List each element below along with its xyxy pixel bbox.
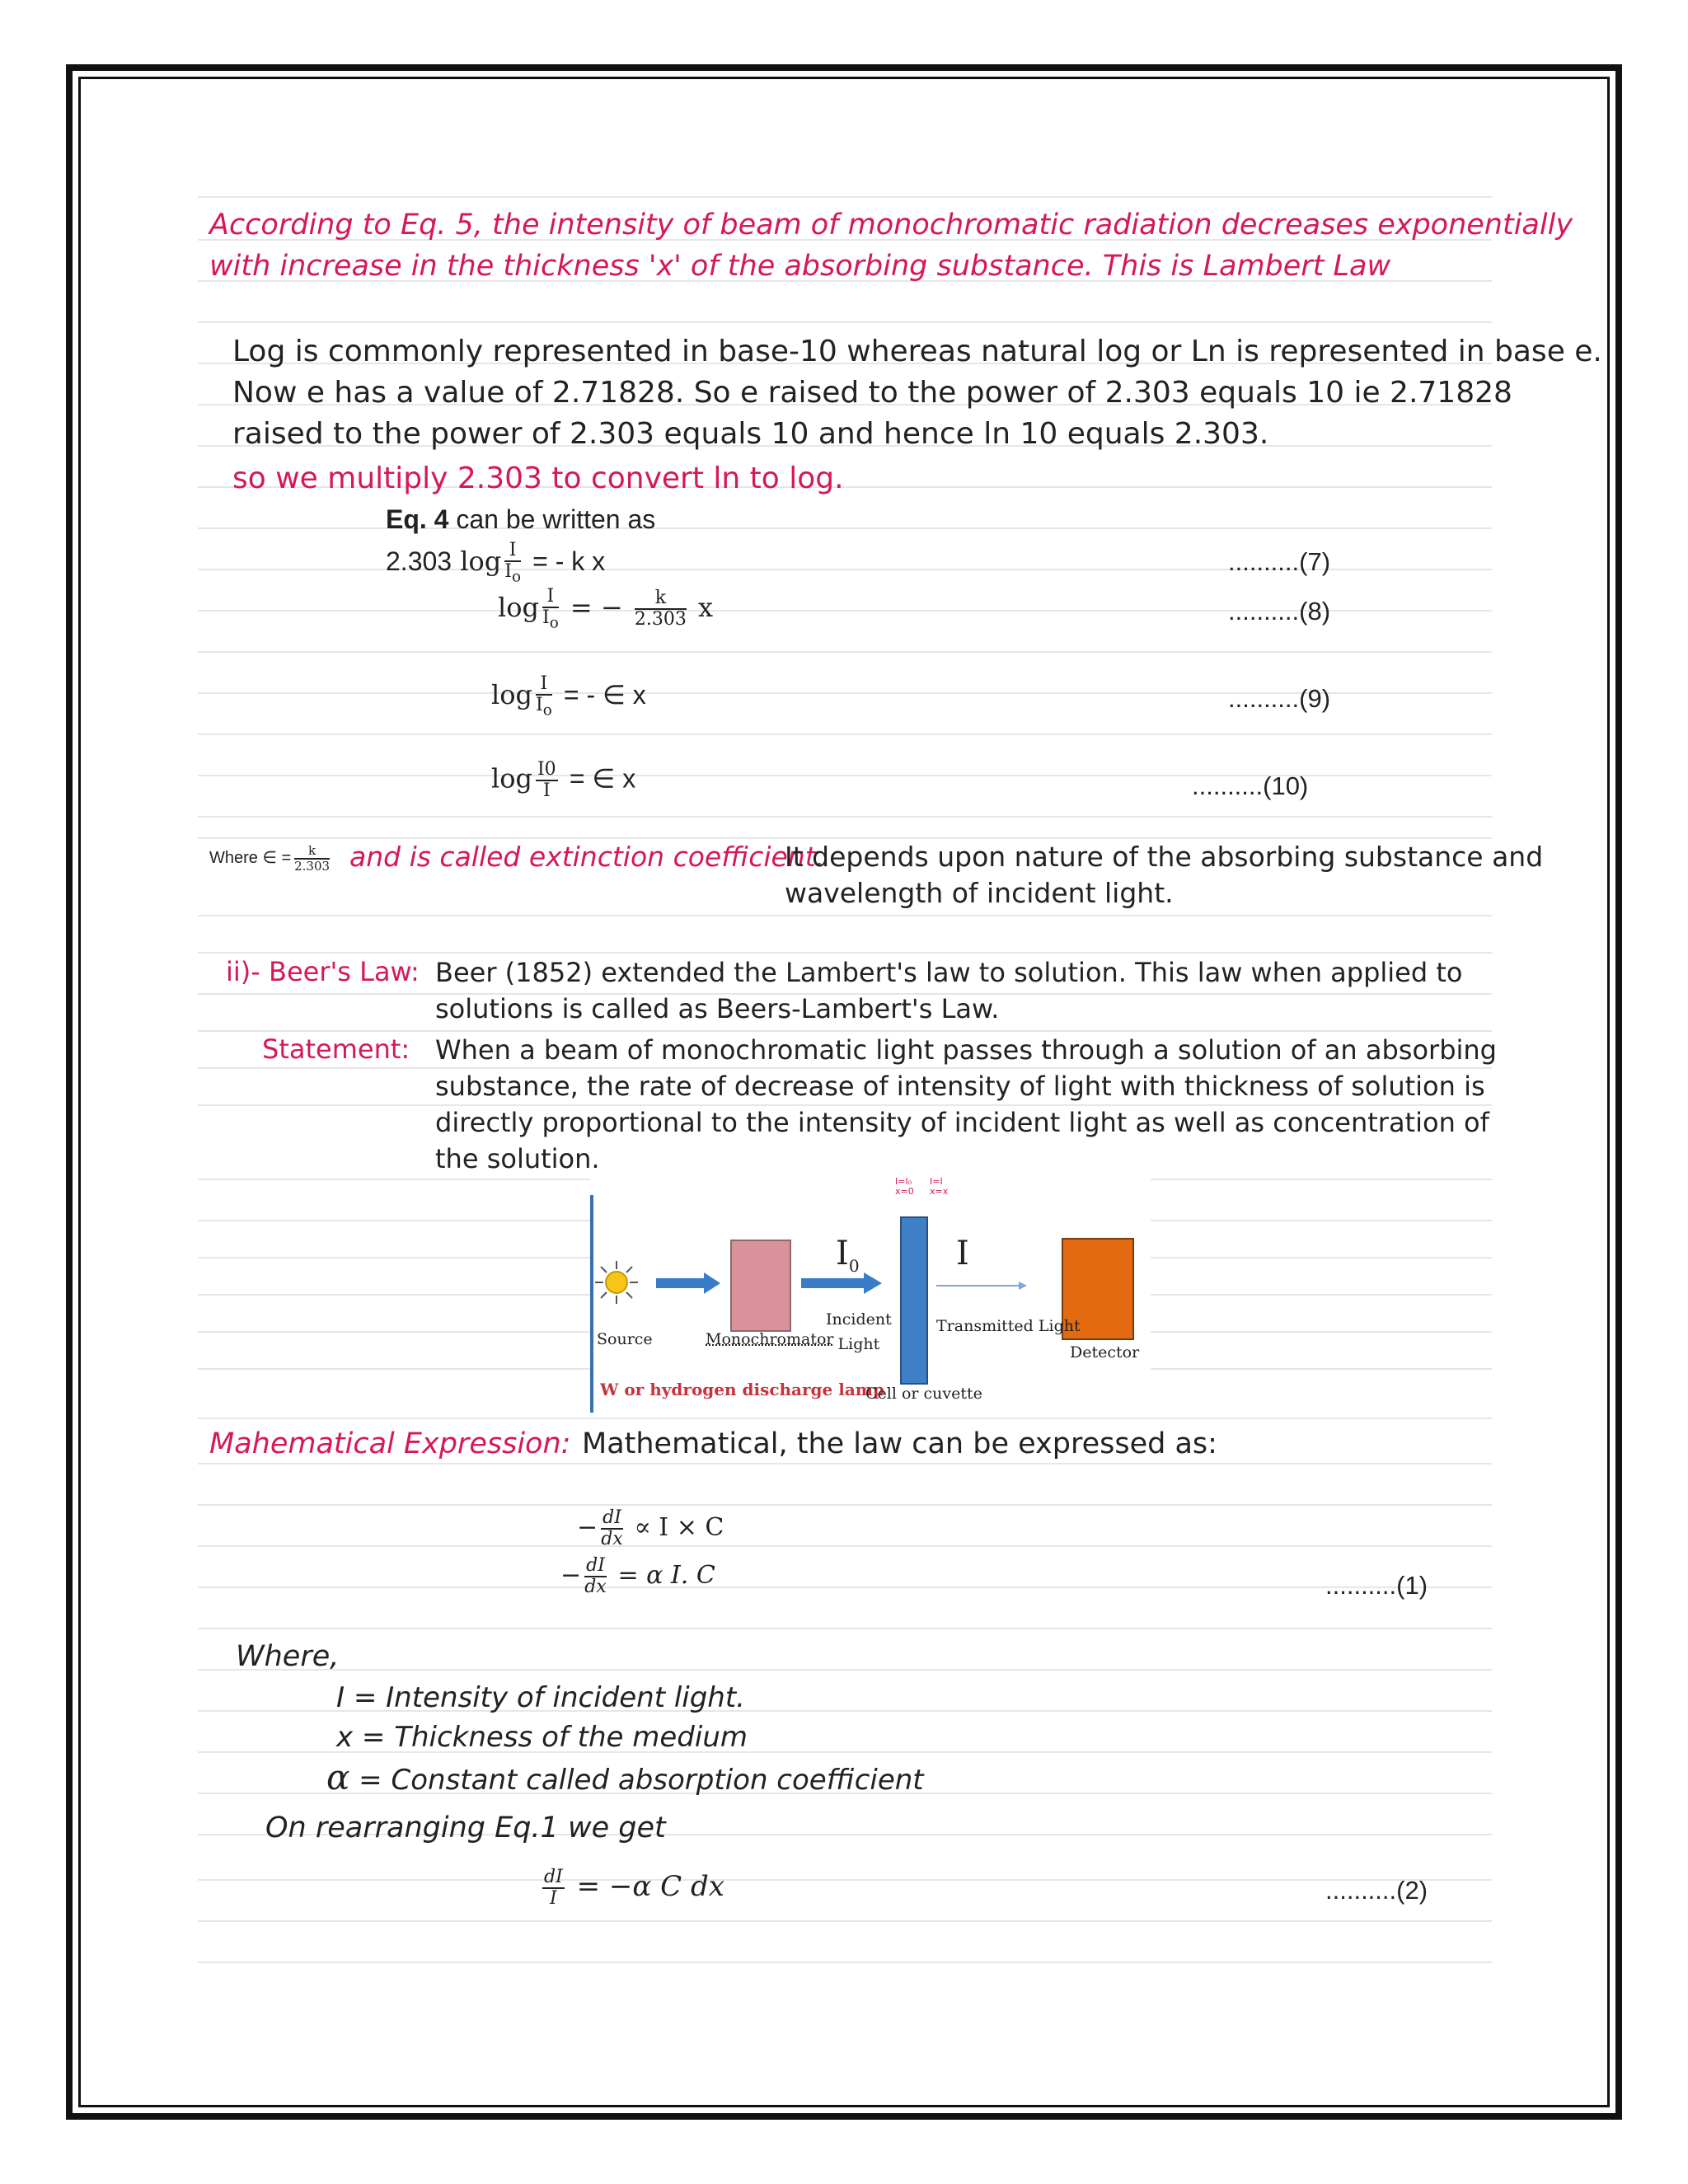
math-expression-label: Mahematical Expression: (209, 1427, 571, 1460)
intro-line-1: According to Eq. 5, the intensity of beam of monochromatic radiation decreases exponentially (209, 209, 1573, 241)
equation-1-number: ..........(1) (1325, 1571, 1428, 1600)
monochromator-label: Monochromator (706, 1330, 834, 1348)
math-expression-text: Mathematical, the law can be expressed as: (582, 1427, 1217, 1460)
extinction-depends-2: wavelength of incident light. (785, 877, 1174, 909)
source-label: Source (597, 1330, 653, 1348)
equation-10: log $\frac{I0}{I}$ = ∈ x (491, 759, 636, 802)
equation-7-number: ..........(7) (1228, 547, 1331, 576)
statement-line-2: substance, the rate of decrease of intensity of light with thickness of solution is (435, 1071, 1485, 1102)
where-alpha: α = Constant called absorption coefficient (326, 1757, 924, 1797)
extinction-depends-1: It depends upon nature of the absorbing substance and (785, 841, 1544, 873)
detector-label: Detector (1070, 1343, 1140, 1361)
equation-1: − $\frac{dI}{dx}$ = α I. C (560, 1555, 715, 1598)
equation-2-number: ..........(2) (1325, 1876, 1428, 1905)
equation-10-number: ..........(10) (1192, 771, 1309, 800)
i-label: I (956, 1235, 969, 1272)
sun-icon (593, 1259, 640, 1305)
cuvette-cell (900, 1216, 928, 1385)
beers-law-text-2: solutions is called as Beers-Lambert's Law. (435, 993, 1000, 1024)
spectrophotometer-diagram (590, 1177, 1151, 1416)
equation-9: log $\frac{I}{I_o}$ = - ∈ x (491, 673, 646, 719)
where-intensity: I = Intensity of incident light. (336, 1681, 745, 1714)
eq4-intro: Eq. 4 can be written as (386, 504, 656, 534)
top-label-i0: I=I₀ x=0 (895, 1176, 914, 1197)
log-note-line-4: so we multiply 2.303 to convert ln to log. (232, 462, 844, 495)
rearranging-text: On rearranging Eq.1 we get (265, 1811, 666, 1844)
log-note-line-1: Log is commonly represented in base-10 whereas natural log or Ln is represented in base e. (232, 335, 1602, 368)
i0-label: $I_0$ (836, 1235, 860, 1276)
cell-label: Cell or cuvette (865, 1385, 982, 1403)
extinction-where: Where ∈ = $\frac{k}{2.303}$ (209, 843, 331, 874)
statement-line-4: the solution. (435, 1143, 600, 1174)
equation-8-number: ..........(8) (1228, 597, 1331, 626)
log-note-line-3: raised to the power of 2.303 equals 10 and hence ln 10 equals 2.303. (232, 417, 1269, 451)
equation-9-number: ..........(9) (1228, 684, 1331, 713)
intro-line-2: with increase in the thickness 'x' of the absorbing substance. This is Lambert Law (209, 250, 1391, 283)
transmitted-light-label: Transmitted Light (936, 1317, 1081, 1335)
statement-label: Statement: (262, 1033, 410, 1065)
log-note-line-2: Now e has a value of 2.71828. So e raised to the power of 2.303 equals 10 ie 2.71828 (232, 376, 1512, 410)
where-thickness: x = Thickness of the medium (336, 1721, 748, 1754)
top-label-i: I=I x=x (930, 1176, 949, 1197)
equation-2: $\frac{dI}{I}$ = −α C dx (544, 1867, 724, 1910)
monochromator-box (730, 1240, 791, 1332)
arrow-source-to-mono (656, 1271, 722, 1296)
beers-law-label: ii)- Beer's Law: (226, 956, 420, 987)
extinction-called: and is called extinction coefficient. (349, 841, 825, 873)
beers-law-text-1: Beer (1852) extended the Lambert's law to solution. This law when applied to (435, 957, 1463, 988)
thin-arrow (936, 1281, 1027, 1291)
incident-light-label: Incident Light (826, 1310, 892, 1353)
equation-7: 2.303 log $\frac{I}{I_o}$ = - k x (386, 540, 606, 586)
proportionality-equation: − $\frac{dI}{dx}$ ∝ I × C (577, 1507, 724, 1550)
statement-line-3: directly proportional to the intensity of incident light as well as concentration of (435, 1107, 1489, 1138)
lamp-label: W or hydrogen discharge lamp (600, 1380, 884, 1399)
where-label: Where, (236, 1640, 340, 1673)
equation-8: log $\frac{I}{I_o}$ = − $\frac{k}{2.303}$ x (498, 586, 714, 632)
statement-line-1: When a beam of monochromatic light passes through a solution of an absorbing (435, 1034, 1497, 1066)
